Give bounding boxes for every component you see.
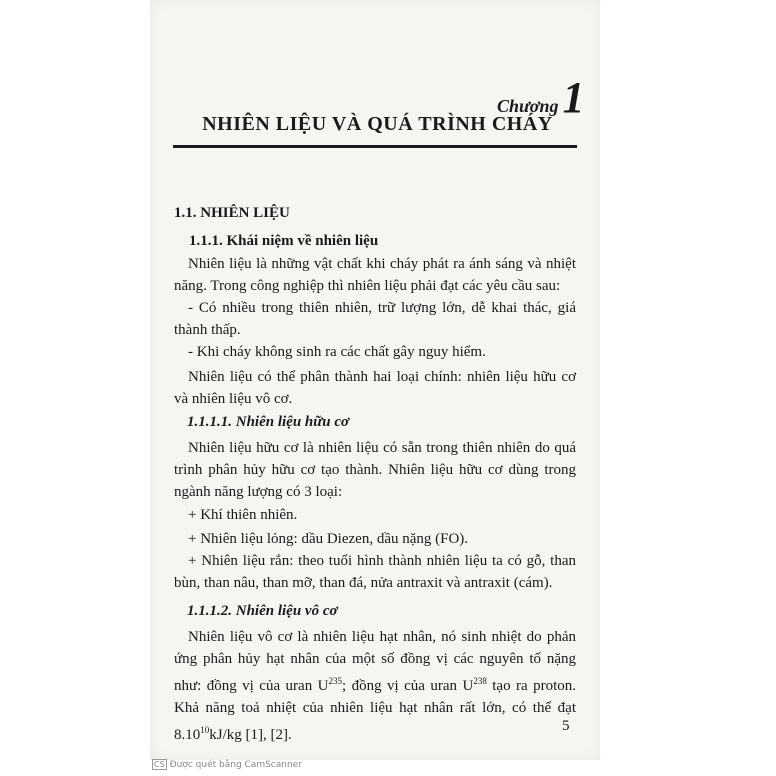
chapter-word: Chương bbox=[497, 96, 559, 116]
page-number: 5 bbox=[562, 718, 570, 734]
chapter-title: NHIÊN LIỆU VÀ QUÁ TRÌNH CHÁY bbox=[202, 113, 553, 135]
section-heading-1-1-1: 1.1.1. Khái niệm về nhiên liệu bbox=[189, 233, 379, 249]
paragraph-inorganic-fuel bbox=[174, 626, 576, 746]
chapter-number: 1 bbox=[562, 73, 585, 122]
scan-background-left bbox=[0, 0, 150, 776]
scan-background-right bbox=[600, 0, 776, 776]
requirement-item-1: - Có nhiều trong thiên nhiên, trữ lượng lớn, dễ khai thác, giá thành thấp. bbox=[174, 300, 576, 338]
paragraph-classification: Nhiên liệu có thể phân thành hai loại chính: nhiên liệu hữu cơ và nhiên liệu vô cơ. bbox=[174, 369, 576, 407]
requirement-item-2: - Khi cháy không sinh ra các chất gây nguy hiểm. bbox=[188, 344, 486, 360]
section-heading-1-1-1-1: 1.1.1.1. Nhiên liệu hữu cơ bbox=[187, 414, 350, 430]
section-heading-1-1-1-2: 1.1.1.2. Nhiên liệu vô cơ bbox=[187, 603, 338, 619]
paragraph-organic-fuel: Nhiên liệu hữu cơ là nhiên liệu có sẵn trong thiên nhiên do quá trình phân hủy hữu cơ tạo thành. Nhiên liệu hữu cơ dùng trong ngành năng lượng có 3 loại: bbox=[174, 440, 576, 500]
inorganic-text-1: Nhiên liệu vô cơ là nhiên liệu hạt nhân, nó sinh nhiệt do phản ứng phân hủy hạt nhân của một số đồng vị các nguyên tố nặng như: đồng vị của uran U bbox=[174, 629, 576, 694]
camscanner-logo-icon: CS bbox=[154, 760, 165, 769]
superscript-238: 238 bbox=[473, 676, 487, 686]
scanner-footer bbox=[152, 760, 302, 770]
section-heading-1-1: 1.1. NHIÊN LIỆU bbox=[174, 205, 290, 221]
inorganic-text-2: ; đồng vị của uran U bbox=[341, 678, 474, 694]
organic-fuel-item-2: + Nhiên liệu lỏng: dầu Diezen, dầu nặng (FO). bbox=[188, 531, 469, 547]
superscript-10: 10 bbox=[200, 725, 210, 735]
title-divider bbox=[173, 145, 577, 148]
inorganic-text-4: kJ/kg [1], [2]. bbox=[209, 727, 292, 743]
scanner-footer-text: Được quét bằng CamScanner bbox=[169, 760, 302, 770]
superscript-235: 235 bbox=[328, 676, 342, 686]
inorganic-text-3: tạo ra proton. Khả năng toả nhiệt của nhiên liệu hạt nhân rất lớn, có thể đạt 8.10 bbox=[174, 678, 577, 743]
organic-fuel-item-1: + Khí thiên nhiên. bbox=[188, 507, 298, 523]
paragraph-definition: Nhiên liệu là những vật chất khi cháy phát ra ánh sáng và nhiệt năng. Trong công nghiệp thì nhiên liệu phải đạt các yêu cầu sau: bbox=[174, 256, 576, 294]
organic-fuel-item-3: + Nhiên liệu rắn: theo tuổi hình thành nhiên liệu ta có gỗ, than bùn, than nâu, than mỡ, than đá, nửa antraxit và antraxit (cám). bbox=[174, 553, 576, 591]
